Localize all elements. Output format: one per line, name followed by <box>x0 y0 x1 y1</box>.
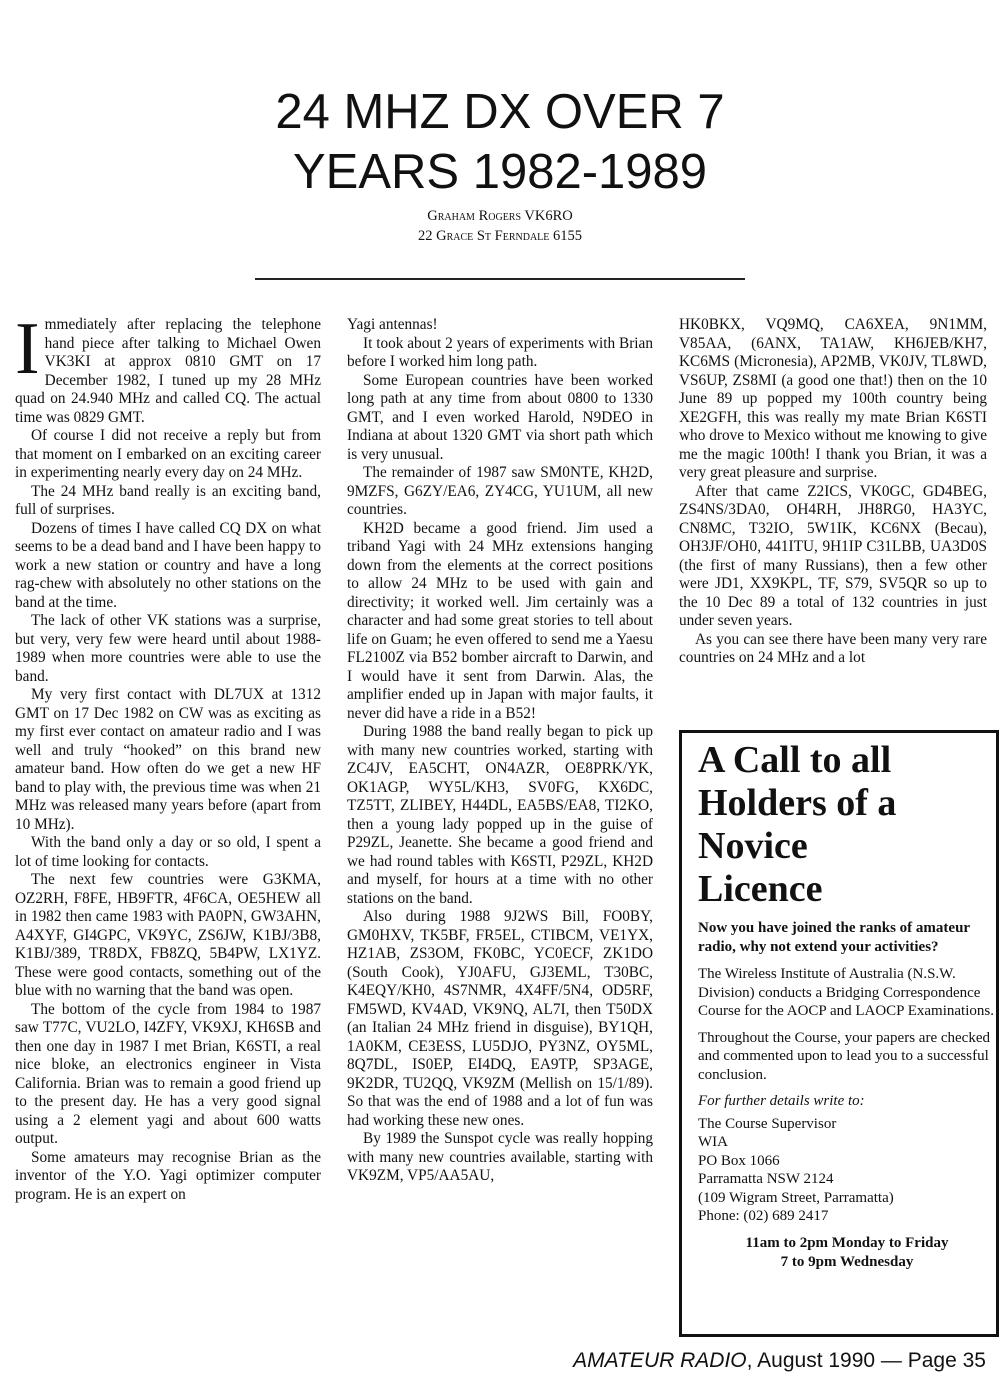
article-paragraph: Yagi antennas! <box>347 316 438 333</box>
article-paragraph: My very first contact with DL7UX at 1312 GMT on 17 Dec 1982 on CW was as exciting as my first ever contact on amateur radio and I was well and truly “hooked” on this brand new amateur band. How often do we get a new HF band to play with, the previous time was when 21 MHz was released many years before (apart from 10 MHz). <box>15 686 321 833</box>
address-line: (109 Wigram Street, Parramatta) <box>698 1189 894 1206</box>
article-paragraph: Also during 1988 9J2WS Bill, FO0BY, GM0HXV, TK5BF, FR5EL, CTIBCM, VE1YX, HZ1AB, ZS3OM, FK0BC, YC0ECF, ZK1DO (South Cook), YJ0AFU, GJ3EML, T30BC, K4EQY/KH0, 4S7NMR, 4X4FF/5N4, OD5RF, FM5WD, KV4AD, VK9NQ, AL7I, then T50DX (an Italian 24 MHz friend in disguise), BY1QH, 1A0KM, CE3ESS, LU5DJO, PY3NZ, OY5ML, 8Q7DL, IS0EP, EI4DQ, EA9TP, SP3AGE, 9K2DR, TU2QQ, VK9ZM (Mellish on 15/1/89). So that was the end of 1988 and a lot of fun was had working these new ones. <box>347 908 653 1129</box>
novice-licence-advert <box>679 730 999 1337</box>
article-column-2 <box>347 316 653 1186</box>
article-paragraph: The 24 MHz band really is an exciting band, full of surprises. <box>15 482 321 518</box>
article-paragraph: During 1988 the band really began to pick up with many new countries worked, starting with ZC4JV, EA5CHT, ON4AZR, OE8PRK/YK, OK1AGP, WY5L/KH3, SV0FG, KX6DC, TZ5TT, ZLIBEY, H44DL, EA5BS/EA8, TI2KO, then a young lady popped up in the guise of P29ZL, Jeanette. She became a good friend and we had round tables with K6STI, P29ZL, KH2D and myself, for hours at a time with no other stations on the band. <box>347 723 653 907</box>
article-paragraph: Some amateurs may recognise Brian as the inventor of the Y.O. Yagi optimizer computer program. He is an expert on <box>15 1148 321 1203</box>
article-paragraph: As you can see there have been many very rare countries on 24 MHz and a lot <box>679 630 987 666</box>
article-paragraph: KH2D became a good friend. Jim used a triband Yagi with 24 MHz extensions hanging down from the elements at the correct positions to allow 24 MHz to be used with gain and directivity; it worked well. Jim certainly was a character and had some great stories to tell about life on Guam; he even offered to send me a Yaesu FL2100Z via B52 bomber aircraft to Darwin, and I would have it sent from Darwin. Alas, the amplifier ended up in Japan with major faults, it never did have a ride in a B52! <box>347 519 653 722</box>
address-line: The Course Supervisor <box>698 1115 837 1132</box>
article-paragraph: The bottom of the cycle from 1984 to 1987 saw T77C, VU2LO, I4ZFY, VK9XJ, KH6SB and then one day in 1987 I met Brian, K6STI, a real nice bloke, an electronics engineer in Vista California. Brian was to remain a good friend up to the present day. He has a very good signal using a 2 element yagi and about 600 watts output. <box>15 1000 321 1147</box>
article-paragraph: It took about 2 years of experiments with Brian before I worked him long path. <box>347 334 653 370</box>
advert-paragraph: Throughout the Course, your papers are checked and commented upon to lead you to a successful conclusion. <box>698 1029 990 1083</box>
article-paragraph: Dozens of times I have called CQ DX on what seems to be a dead band and I have been happy to work a new station or country and have a long rag-chew with absolutely no other stations on the band at the time. <box>15 519 321 611</box>
author-address: 22 Grace St Ferndale 6155 <box>417 228 583 244</box>
article-paragraph: The next few countries were G3KMA, OZ2RH, F8FE, HB9FTR, 4F6CA, OE5HEW all in 1982 then came 1983 with PA0PN, GW3AHN, A4XYF, GI4GPC, VK9YC, ZS6JW, K1BJ/3B8, K1BJ/389, TR8DX, FB8ZQ, 5B4PW, LX1YZ. These were good contacts, something out of the blue with no warning that the band was open. <box>15 871 321 999</box>
address-line: WIA <box>698 1134 728 1150</box>
advert-heading-line: Licence <box>698 868 823 910</box>
article-paragraph: By 1989 the Sunspot cycle was really hopping with many new countries available, starting with VK9ZM, VP5/AA5AU, <box>347 1130 653 1184</box>
article-paragraph-text: mmediately after replacing the telephone hand piece after talking to Michael Owen VK3KI at approx 0810 GMT on 17 December 1982, I tuned up my 28 MHz quad on 24.940 MHz and called CQ. The actual time was 0829 GMT. <box>15 316 321 426</box>
article-paragraph: The remainder of 1987 saw SM0NTE, KH2D, 9MZFS, G6ZY/EA6, ZY4CG, YU1UM, all new countries. <box>347 464 653 518</box>
article-paragraph: After that came Z2ICS, VK0GC, GD4BEG, ZS4NS/3DA0, OH4RH, JH8RG0, HA3YC, CN8MC, T32IO, 5W1IK, KC6NX (Becau), OH3JF/OH0, 441ITU, 9H1IP C31LBB, UA3D0S (the first of many Russians), then a few other were JD1, XX9KPL, TF, S79, SV5QR so up to the 10 Dec 89 a total of 132 countries in just under seven years. <box>679 482 987 629</box>
title-divider <box>255 278 745 280</box>
article-title-line-2: YEARS 1982-1989 <box>292 145 708 199</box>
advert-heading <box>698 739 996 911</box>
address-line: Phone: (02) 689 2417 <box>698 1208 829 1224</box>
advert-further-details: For further details write to: <box>698 1093 865 1109</box>
article-paragraph: With the band only a day or so old, I spent a lot of time looking for contacts. <box>15 834 321 870</box>
article-paragraph: HK0BKX, VQ9MQ, CA6XEA, 9N1MM, V85AA, (6ANX, TA1AW, KH6JEB/KH7, KC6MS (Micronesia), AP2MB, VK0JV, TL8WD, VS6UP, ZS8MI (a good one that!) then on the 10 June 89 up popped my 100th country being XE2GFH, this was really my mate Brian K6STI who drove to Mexico without me knowing to give me the magic 100th! I thank you Brian, it was a very great pleasure and surprise. <box>679 316 987 481</box>
issue-and-page: , August 1990 — Page 35 <box>746 1349 986 1372</box>
article-paragraph <box>15 308 321 427</box>
article-paragraph: The lack of other VK stations was a surprise, but very, very few were heard until about 1988-1989 when more countries were able to use the band. <box>15 612 321 685</box>
author-name: Graham Rogers VK6RO <box>427 208 573 224</box>
address-line: PO Box 1066 <box>698 1152 780 1169</box>
advert-heading-line: Novice <box>698 825 808 867</box>
advert-heading-line: Holders of a <box>698 782 897 824</box>
article-column-1 <box>15 308 321 1204</box>
advert-heading-line: A Call to all <box>698 739 892 781</box>
article-title <box>200 82 800 202</box>
article-paragraph: Some European countries have been worked long path at any time from about 0800 to 1330 GMT, and I even worked Harold, N9DEO in Indiana at about 1320 GMT via short path which is very unusual. <box>347 371 653 463</box>
article-paragraph: Of course I did not receive a reply but from that moment on I embarked on an exciting career in experimenting nearly every day on 24 MHz. <box>15 427 321 481</box>
article-column-3 <box>679 316 987 668</box>
advert-hours <box>698 1234 996 1272</box>
byline <box>300 206 700 246</box>
magazine-name: AMATEUR RADIO <box>573 1349 747 1372</box>
drop-cap: I <box>15 308 40 390</box>
address-line: Parramatta NSW 2124 <box>698 1171 834 1187</box>
article-title-line-1: 24 MHZ DX OVER 7 <box>275 85 725 139</box>
hours-line: 11am to 2pm Monday to Friday <box>745 1234 949 1251</box>
advert-lead: Now you have joined the ranks of amateur radio, why not extend your activities? <box>698 920 970 955</box>
hours-line: 7 to 9pm Wednesday <box>780 1253 914 1270</box>
advert-paragraph: The Wireless Institute of Australia (N.S.W. Division) conducts a Bridging Correspondence Course for the AOCP and LAOCP Examinations. <box>698 966 994 1019</box>
page-footer <box>573 1348 986 1374</box>
advert-address <box>698 1115 996 1226</box>
